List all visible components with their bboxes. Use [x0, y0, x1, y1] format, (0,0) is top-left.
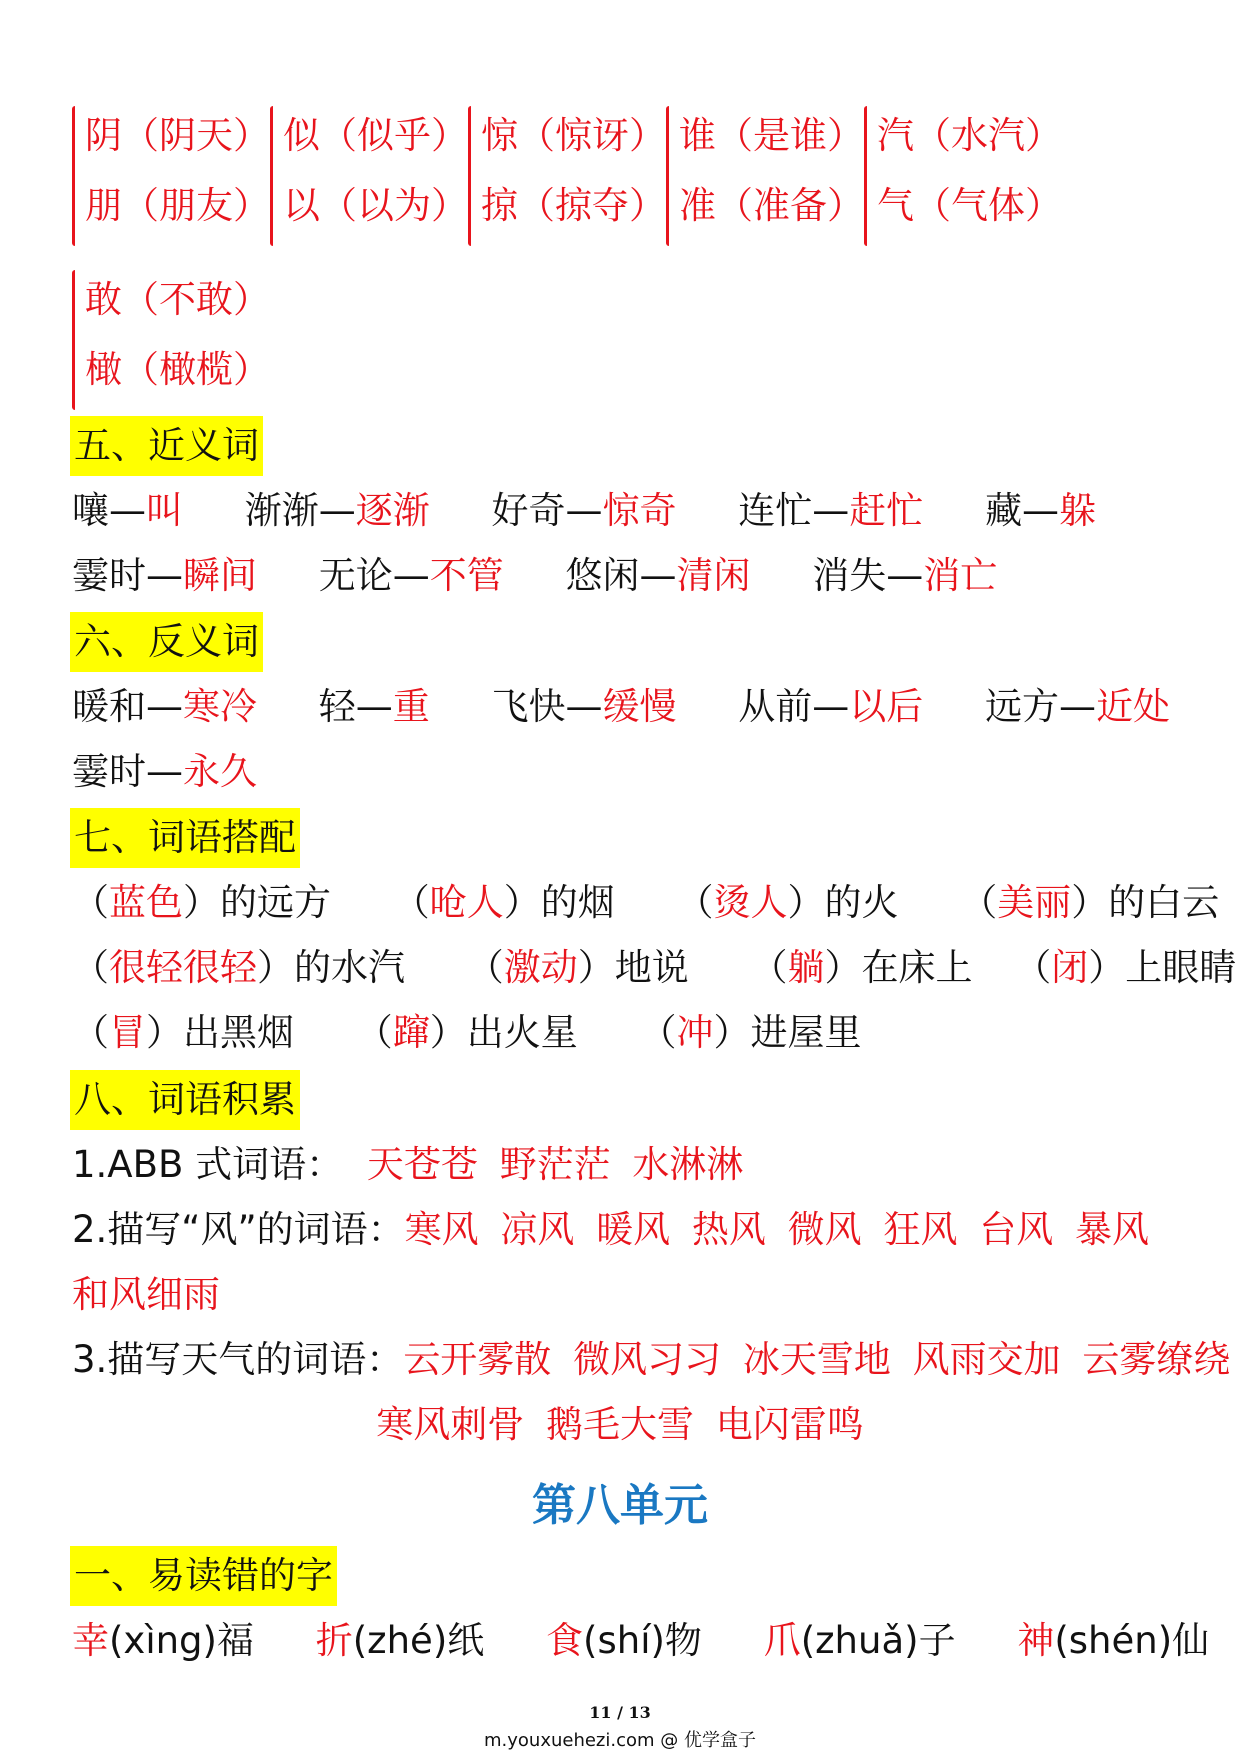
phrase: 出火星 [466, 1011, 578, 1054]
word: 霎时— [72, 750, 183, 793]
phrase: 的烟 [540, 881, 615, 924]
pinyin: (shí) [583, 1619, 665, 1662]
word-pair [319, 553, 504, 599]
phrase: 的火 [824, 881, 899, 924]
group-top: 汽（水汽） [877, 114, 1062, 157]
word-answer: 瞬间 [183, 554, 257, 597]
word: 飞快— [491, 685, 603, 728]
misread-item [546, 1618, 702, 1664]
fill-word: 冲 [676, 1011, 714, 1054]
fill-word: 蹿 [392, 1011, 430, 1054]
word-answer: 永久 [183, 750, 257, 793]
collocation: （蹿）出火星 [355, 1011, 578, 1054]
word: 远方— [985, 685, 1097, 728]
collocation: （美丽）的白云 [960, 881, 1220, 924]
unit-title: 第八单元 [532, 1480, 708, 1531]
group-top: 阴（阴天） [85, 114, 270, 157]
collocation: （烫人）的火 [676, 881, 899, 924]
vocab-line-2 [72, 1207, 1149, 1253]
phrase: 上眼睛 [1125, 946, 1237, 989]
target-char: 爪 [763, 1619, 801, 1662]
word-pair [738, 684, 923, 730]
char-group [468, 106, 666, 246]
page-number: 11 / 13 [589, 1703, 651, 1722]
vocab-line-3-cont: 寒风刺骨 鹅毛大雪 电闪雷鸣 [376, 1403, 864, 1446]
section-heading-misread-chars: 一、易读错的字 [70, 1546, 337, 1606]
collocation: （激动）地说 [466, 946, 689, 989]
word-answer: 不管 [429, 554, 504, 597]
word-answer: 缓慢 [602, 685, 677, 728]
word-pair [72, 553, 257, 599]
fill-word: 激动 [503, 946, 578, 989]
collocation: （很轻很轻）的水汽 [72, 946, 405, 989]
misread-item [316, 1618, 485, 1664]
word-pair [812, 553, 997, 599]
section-heading-vocabulary: 八、词语积累 [70, 1070, 300, 1130]
vocab-line-3 [72, 1337, 1230, 1383]
collocation: （冒）出黑烟 [72, 1011, 294, 1054]
section-heading-synonyms: 五、近义词 [70, 416, 263, 476]
phrase: 进屋里 [750, 1011, 862, 1054]
char-group [270, 106, 468, 246]
pinyin: (xìng) [109, 1619, 217, 1662]
phrase: 的远方 [220, 881, 331, 924]
vocab-words: 天苍苍 野茫茫 水淋淋 [366, 1143, 744, 1186]
phrase: 在床上 [861, 946, 973, 989]
vocab-label: 3.描写天气的词语： [72, 1338, 404, 1381]
footer-site[interactable]: m.youxuehezi.com @ 优学盒子 [483, 1730, 756, 1751]
char-group [666, 106, 864, 246]
word: 嚷— [72, 489, 146, 532]
word: 无论— [318, 554, 430, 597]
char-group [72, 270, 270, 410]
word-pair [566, 553, 751, 599]
vocab-label: 2.描写“风”的词语： [72, 1208, 405, 1251]
vocab-label: 1.ABB 式词语： [72, 1143, 344, 1186]
word: 好奇— [491, 489, 603, 532]
word: 渐渐— [244, 489, 356, 532]
synonym-row-1 [72, 488, 1146, 534]
word-pair [72, 488, 183, 534]
word-pair [738, 488, 923, 534]
word-answer: 叫 [146, 489, 183, 532]
antonym-row-2 [72, 749, 307, 795]
word-pair [985, 684, 1170, 730]
misread-item [764, 1618, 956, 1664]
word: 藏— [985, 489, 1060, 532]
word-answer: 寒冷 [183, 685, 257, 728]
word: 轻— [318, 685, 393, 728]
rest-char: 仙 [1172, 1619, 1210, 1662]
word-pair [245, 488, 430, 534]
word: 悠闲— [565, 554, 677, 597]
target-char: 食 [546, 1619, 584, 1662]
word: 消失— [812, 554, 924, 597]
word-pair [72, 684, 257, 730]
word-answer: 躲 [1059, 489, 1097, 532]
collocation: （闭）上眼睛 [1014, 946, 1237, 989]
antonym-row-1 [72, 684, 1220, 730]
word: 从前— [738, 685, 850, 728]
word: 连忙— [738, 489, 850, 532]
word-pair [985, 488, 1096, 534]
word-pair [492, 488, 677, 534]
section-heading-antonyms: 六、反义词 [70, 612, 263, 672]
phrase: 的水汽 [294, 946, 405, 989]
group-bottom: 气（气体） [877, 184, 1062, 227]
word-pair [319, 684, 430, 730]
synonym-row-2 [72, 553, 1047, 599]
group-bottom: 准（准备） [679, 184, 864, 227]
collocation: （躺）在床上 [750, 946, 973, 989]
fill-word: 美丽 [997, 881, 1072, 924]
vocab-line-2-cont: 和风细雨 [72, 1273, 220, 1316]
section-heading-collocations: 七、词语搭配 [70, 808, 300, 868]
group-top: 敢（不敢） [85, 278, 270, 321]
fill-word: 冒 [109, 1011, 146, 1054]
collocation-row-1 [72, 880, 1240, 926]
word-answer: 重 [392, 685, 430, 728]
word-answer: 消亡 [923, 554, 998, 597]
rest-char: 纸 [447, 1619, 485, 1662]
fill-word: 闭 [1051, 946, 1089, 989]
collocation: （呛人）的烟 [392, 881, 615, 924]
word-answer: 以后 [849, 685, 924, 728]
vocab-words: 寒风 凉风 暖风 热风 微风 狂风 台风 暴风 [404, 1208, 1149, 1251]
word-pair [72, 749, 257, 795]
rest-char: 物 [664, 1619, 702, 1662]
vocab-words: 云开雾散 微风习习 冰天雪地 风雨交加 云雾缭绕 [403, 1338, 1231, 1381]
group-bottom: 以（以为） [283, 184, 468, 227]
misread-item [1017, 1618, 1209, 1664]
fill-word: 躺 [787, 946, 825, 989]
char-group [72, 106, 270, 246]
misread-item [72, 1618, 254, 1664]
word-pair [492, 684, 677, 730]
target-char: 神 [1017, 1619, 1055, 1662]
rest-char: 子 [918, 1619, 956, 1662]
word: 暖和— [72, 685, 183, 728]
target-char: 幸 [72, 1619, 109, 1662]
group-top: 似（似乎） [283, 114, 468, 157]
fill-word: 很轻很轻 [109, 946, 257, 989]
char-group [864, 106, 1062, 246]
group-top: 谁（是谁） [679, 114, 864, 157]
word-answer: 清闲 [676, 554, 751, 597]
vocab-line-1 [72, 1142, 743, 1188]
word: 霎时— [72, 554, 183, 597]
collocation-row-2 [72, 945, 1240, 991]
pinyin: (zhuǎ) [800, 1619, 919, 1662]
rest-char: 福 [216, 1619, 254, 1662]
group-bottom: 朋（朋友） [85, 184, 270, 227]
collocation-row-3 [72, 1010, 912, 1056]
group-top: 惊（惊讶） [481, 114, 666, 157]
group-bottom: 橄（橄榄） [85, 348, 270, 391]
target-char: 折 [315, 1619, 353, 1662]
pinyin: (zhé) [352, 1619, 448, 1662]
word-answer: 近处 [1096, 685, 1171, 728]
word-answer: 逐渐 [355, 489, 430, 532]
phrase: 的白云 [1108, 881, 1220, 924]
fill-word: 蓝色 [109, 881, 183, 924]
fill-word: 烫人 [713, 881, 788, 924]
pinyin: (shén) [1054, 1619, 1173, 1662]
group-bottom: 掠（掠夺） [481, 184, 666, 227]
phrase: 出黑烟 [183, 1011, 294, 1054]
phrase: 地说 [614, 946, 689, 989]
collocation: （蓝色）的远方 [72, 881, 331, 924]
misread-row [72, 1618, 1240, 1664]
fill-word: 呛人 [429, 881, 504, 924]
word-answer: 赶忙 [849, 489, 924, 532]
word-answer: 惊奇 [602, 489, 677, 532]
collocation: （冲）进屋里 [639, 1011, 862, 1054]
